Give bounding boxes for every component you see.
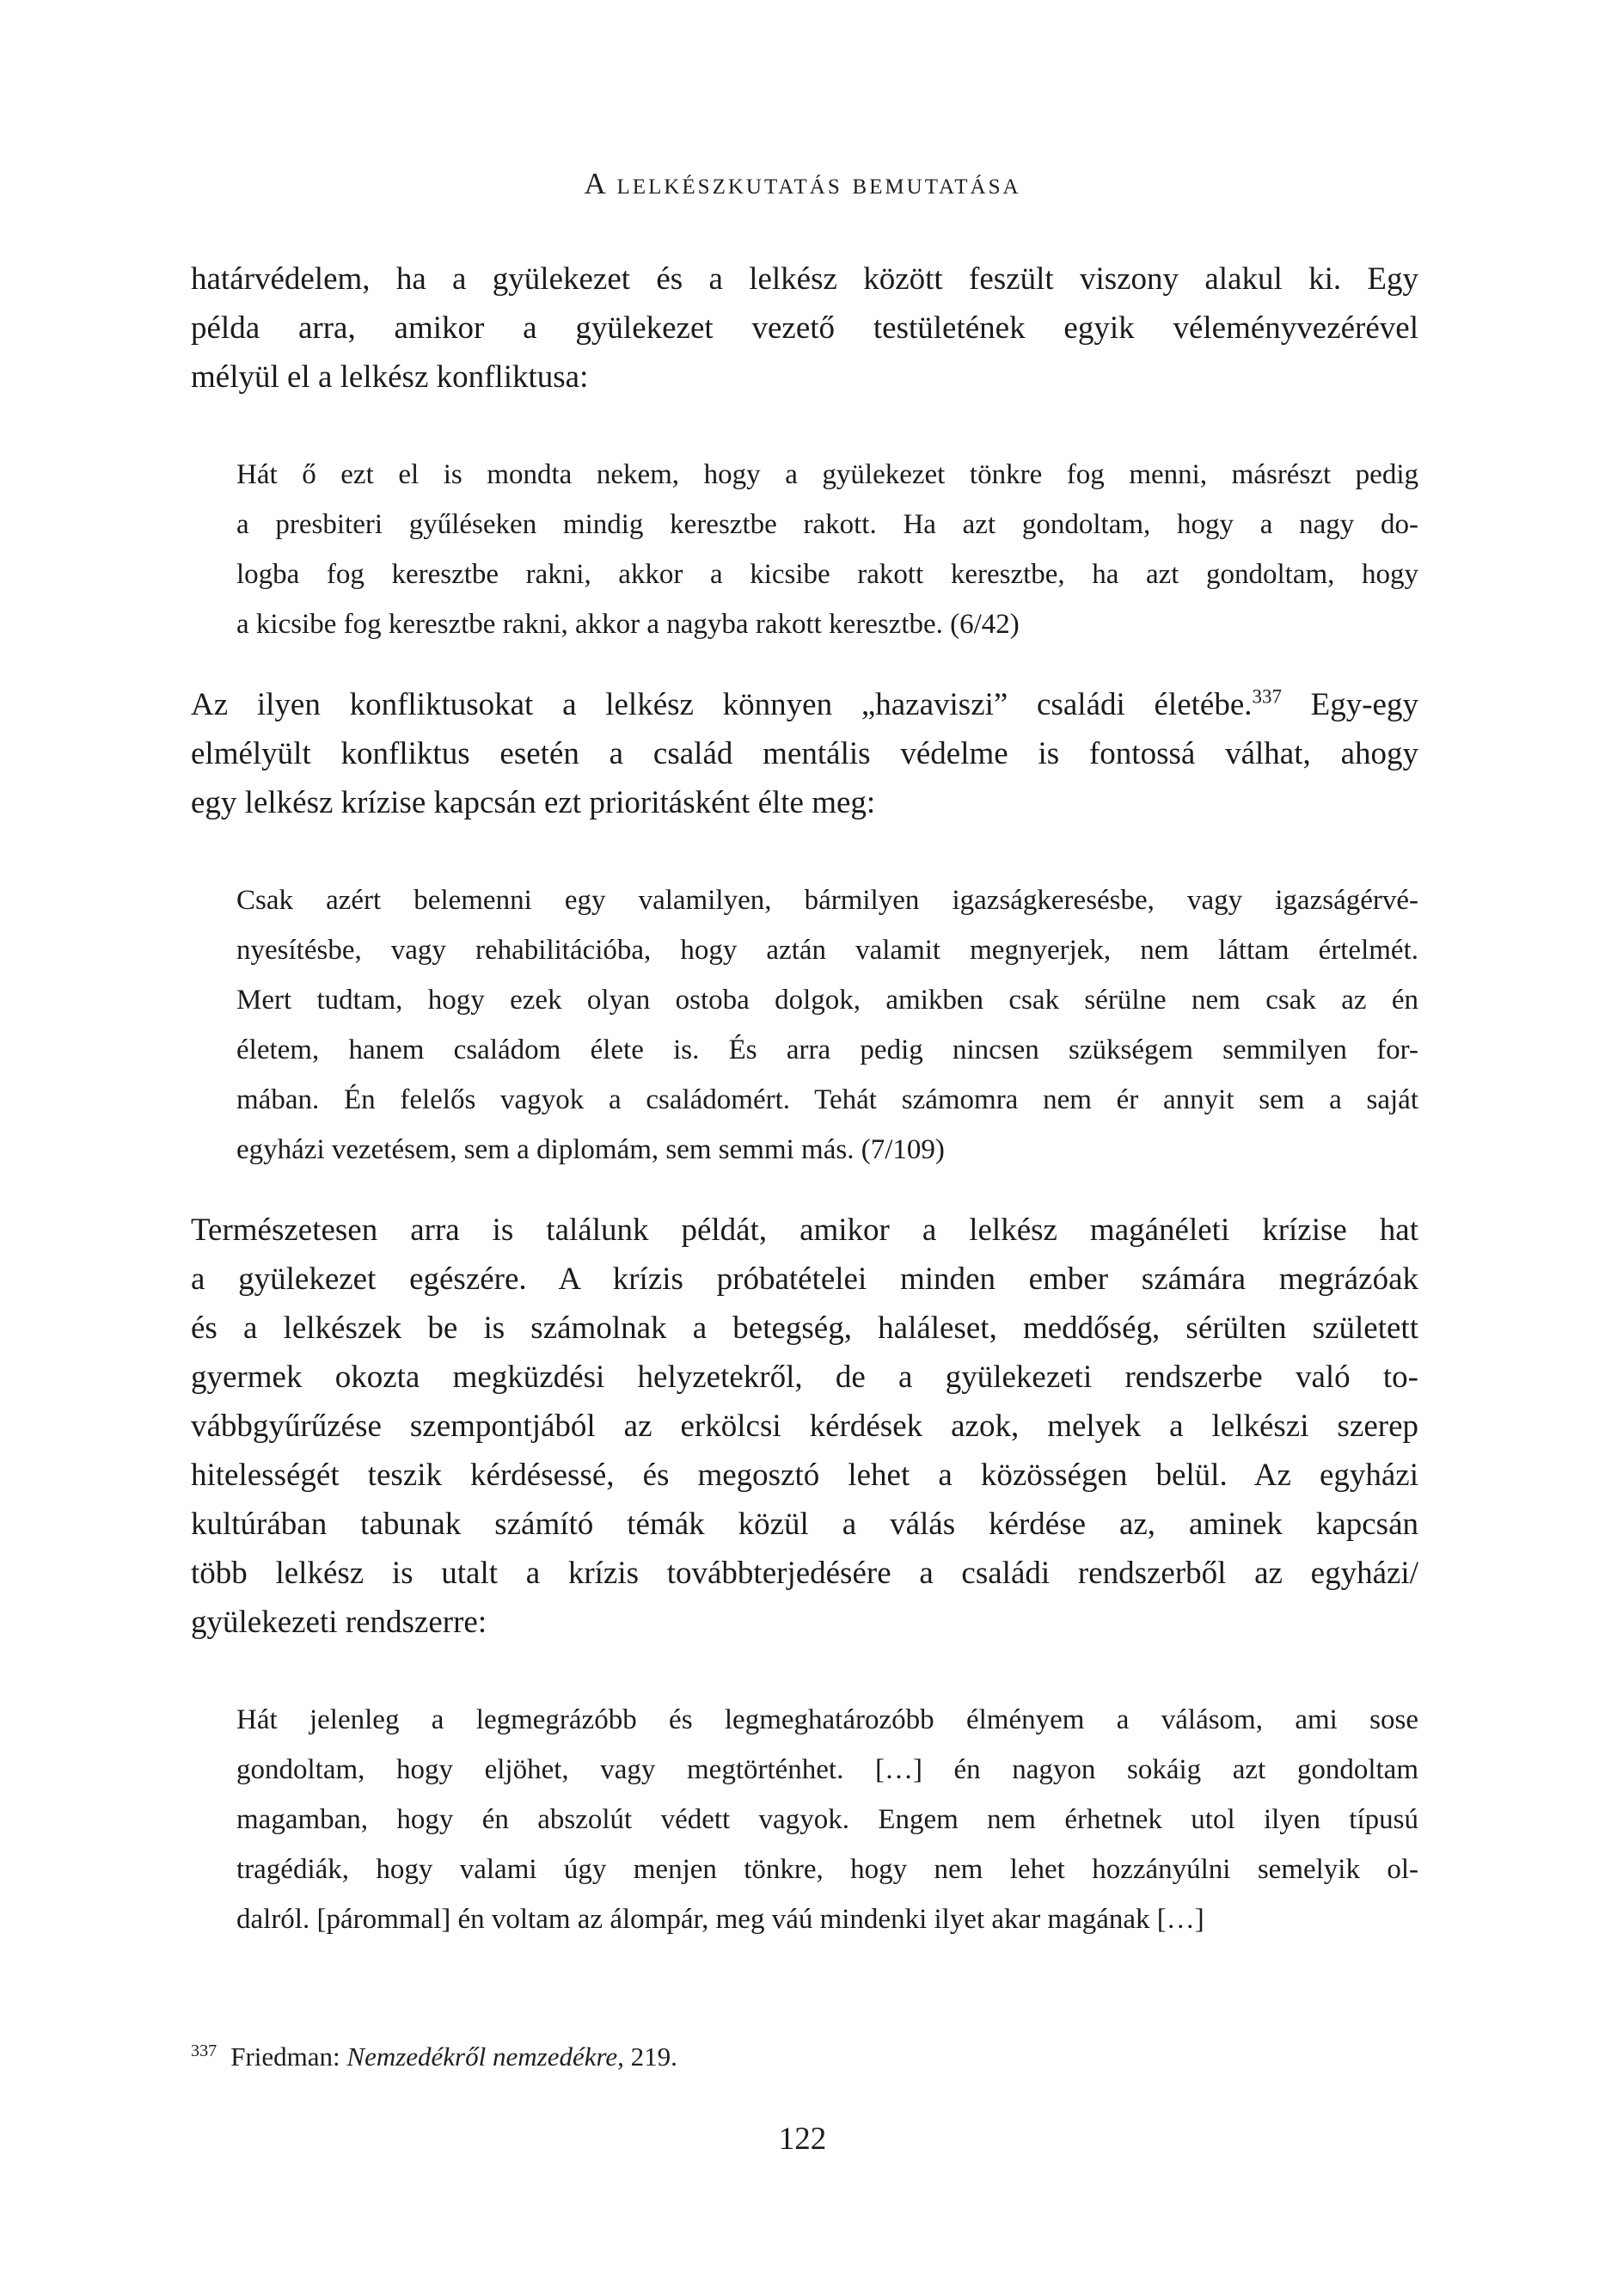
text-segment: Természetesen arra is találunk példát, amikor a lelkész magánéleti krízise hat xyxy=(191,1212,1418,1248)
text-line xyxy=(236,975,1418,1025)
quote-block xyxy=(236,1695,1418,1944)
footnote-marker: 337 xyxy=(191,2041,217,2060)
text-line xyxy=(191,1206,1418,1255)
text-line xyxy=(236,450,1418,500)
text-segment: nyesítésbe, vagy rehabilitációba, hogy aztán valamit megnyerjek, nem láttam értelmét. xyxy=(236,935,1418,966)
text-line xyxy=(236,549,1418,599)
text-line xyxy=(191,778,1418,827)
text-segment: Mert tudtam, hogy ezek olyan ostoba dolgok, amikben csak sérülne nem csak az én xyxy=(236,985,1418,1016)
text-line xyxy=(236,1894,1418,1944)
running-header: A lelkészkutatás bemutatása xyxy=(584,167,1021,200)
footnote xyxy=(191,2040,1418,2074)
page-number: 122 xyxy=(778,2121,827,2157)
text-line xyxy=(236,925,1418,975)
text-segment: több lelkész is utalt a krízis továbbterjedésére a családi rendszerből az egyházi/ xyxy=(191,1556,1418,1591)
text-line xyxy=(236,1075,1418,1125)
text-segment: gyülekezeti rendszerre: xyxy=(191,1605,487,1640)
content xyxy=(191,255,1418,1975)
text-line xyxy=(236,1695,1418,1745)
text-line xyxy=(191,729,1418,778)
text-line xyxy=(191,1549,1418,1598)
text-segment: életem, hanem családom élete is. És arra pedig nincsen szükségem semmilyen for- xyxy=(236,1034,1418,1065)
text-line xyxy=(191,255,1418,304)
text-segment: gondoltam, hogy eljöhet, vagy megtörténhet. […] én nagyon sokáig azt gondoltam xyxy=(236,1754,1418,1785)
text-segment: a gyülekezet egészére. A krízis próbatételei minden ember számára megrázóak xyxy=(191,1262,1418,1297)
text-segment: példa arra, amikor a gyülekezet vezető testületének egyik véleményvezérével xyxy=(191,310,1418,346)
text-line xyxy=(191,1402,1418,1451)
paragraph xyxy=(191,680,1418,827)
quote-block xyxy=(236,450,1418,649)
text-line xyxy=(191,1255,1418,1304)
text-line xyxy=(191,1353,1418,1402)
footnote-suffix: , 219. xyxy=(617,2041,677,2072)
text-line xyxy=(236,1125,1418,1175)
footnote-ref: 337 xyxy=(1252,685,1282,708)
text-line xyxy=(236,1745,1418,1795)
text-segment: tragédiák, hogy valami úgy menjen tönkre, hogy nem lehet hozzányúlni semelyik ol- xyxy=(236,1854,1418,1885)
text-segment: mában. Én felelős vagyok a családomért. Tehát számomra nem ér annyit sem a saját xyxy=(236,1084,1418,1115)
footnote-title: Nemzedékről nemzedékre xyxy=(346,2041,618,2072)
text-segment: Csak azért belemenni egy valamilyen, bármilyen igazságkeresésbe, vagy igazságérvé- xyxy=(236,885,1418,916)
text-line xyxy=(191,1500,1418,1549)
text-segment: dalról. [párommal] én voltam az álompár, meg váú mindenki ilyet akar magának […] xyxy=(236,1904,1204,1935)
text-segment: mélyül el a lelkész konfliktusa: xyxy=(191,359,589,395)
text-line xyxy=(191,680,1418,729)
text-line xyxy=(191,1598,1418,1647)
text-line xyxy=(236,500,1418,549)
quote-block xyxy=(236,875,1418,1175)
text-line xyxy=(236,1845,1418,1894)
text-line xyxy=(236,875,1418,925)
text-segment: logba fog keresztbe rakni, akkor a kicsibe rakott keresztbe, ha azt gondoltam, hogy xyxy=(236,559,1418,590)
text-segment: egy lelkész krízise kapcsán ezt prioritásként élte meg: xyxy=(191,785,876,820)
text-line xyxy=(236,1795,1418,1845)
text-line xyxy=(236,599,1418,649)
text-segment: vábbgyűrűzése szempontjából az erkölcsi kérdések azok, melyek a lelkészi szerep xyxy=(191,1409,1418,1444)
text-segment: egyházi vezetésem, sem a diplomám, sem semmi más. (7/109) xyxy=(236,1134,945,1165)
text-segment: Egy-egy xyxy=(1281,687,1418,722)
text-line xyxy=(191,304,1418,353)
text-line xyxy=(191,353,1418,402)
text-segment: gyermek okozta megküzdési helyzetekről, de a gyülekezeti rendszerbe való to- xyxy=(191,1360,1418,1395)
paragraph xyxy=(191,1206,1418,1647)
footnote-text: Friedman: xyxy=(230,2041,347,2072)
text-segment: magamban, hogy én abszolút védett vagyok. Engem nem érhetnek utol ilyen típusú xyxy=(236,1804,1418,1835)
text-segment: kultúrában tabunak számító témák közül a válás kérdése az, aminek kapcsán xyxy=(191,1507,1418,1542)
text-segment: Hát jelenleg a legmegrázóbb és legmeghatározóbb élményem a válásom, ami sose xyxy=(236,1704,1418,1735)
text-segment: Hát ő ezt el is mondta nekem, hogy a gyülekezet tönkre fog menni, másrészt pedig xyxy=(236,459,1418,490)
text-line xyxy=(191,1451,1418,1500)
text-segment: a presbiteri gyűléseken mindig keresztbe rakott. Ha azt gondoltam, hogy a nagy do- xyxy=(236,509,1418,540)
text-segment: elmélyült konfliktus esetén a család mentális védelme is fontossá válhat, ahogy xyxy=(191,736,1418,771)
text-segment: határvédelem, ha a gyülekezet és a lelkész között feszült viszony alakul ki. Egy xyxy=(191,261,1418,297)
text-line xyxy=(191,1304,1418,1353)
paragraph xyxy=(191,255,1418,402)
text-segment: hitelességét teszik kérdésessé, és megosztó lehet a közösségen belül. Az egyházi xyxy=(191,1458,1418,1493)
text-line xyxy=(236,1025,1418,1075)
text-segment: a kicsibe fog keresztbe rakni, akkor a nagyba rakott keresztbe. (6/42) xyxy=(236,609,1020,640)
text-segment: és a lelkészek be is számolnak a betegség, haláleset, meddőség, sérülten született xyxy=(191,1311,1418,1346)
text-segment: Az ilyen konfliktusokat a lelkész könnyen „hazaviszi” családi életébe. xyxy=(191,687,1253,722)
